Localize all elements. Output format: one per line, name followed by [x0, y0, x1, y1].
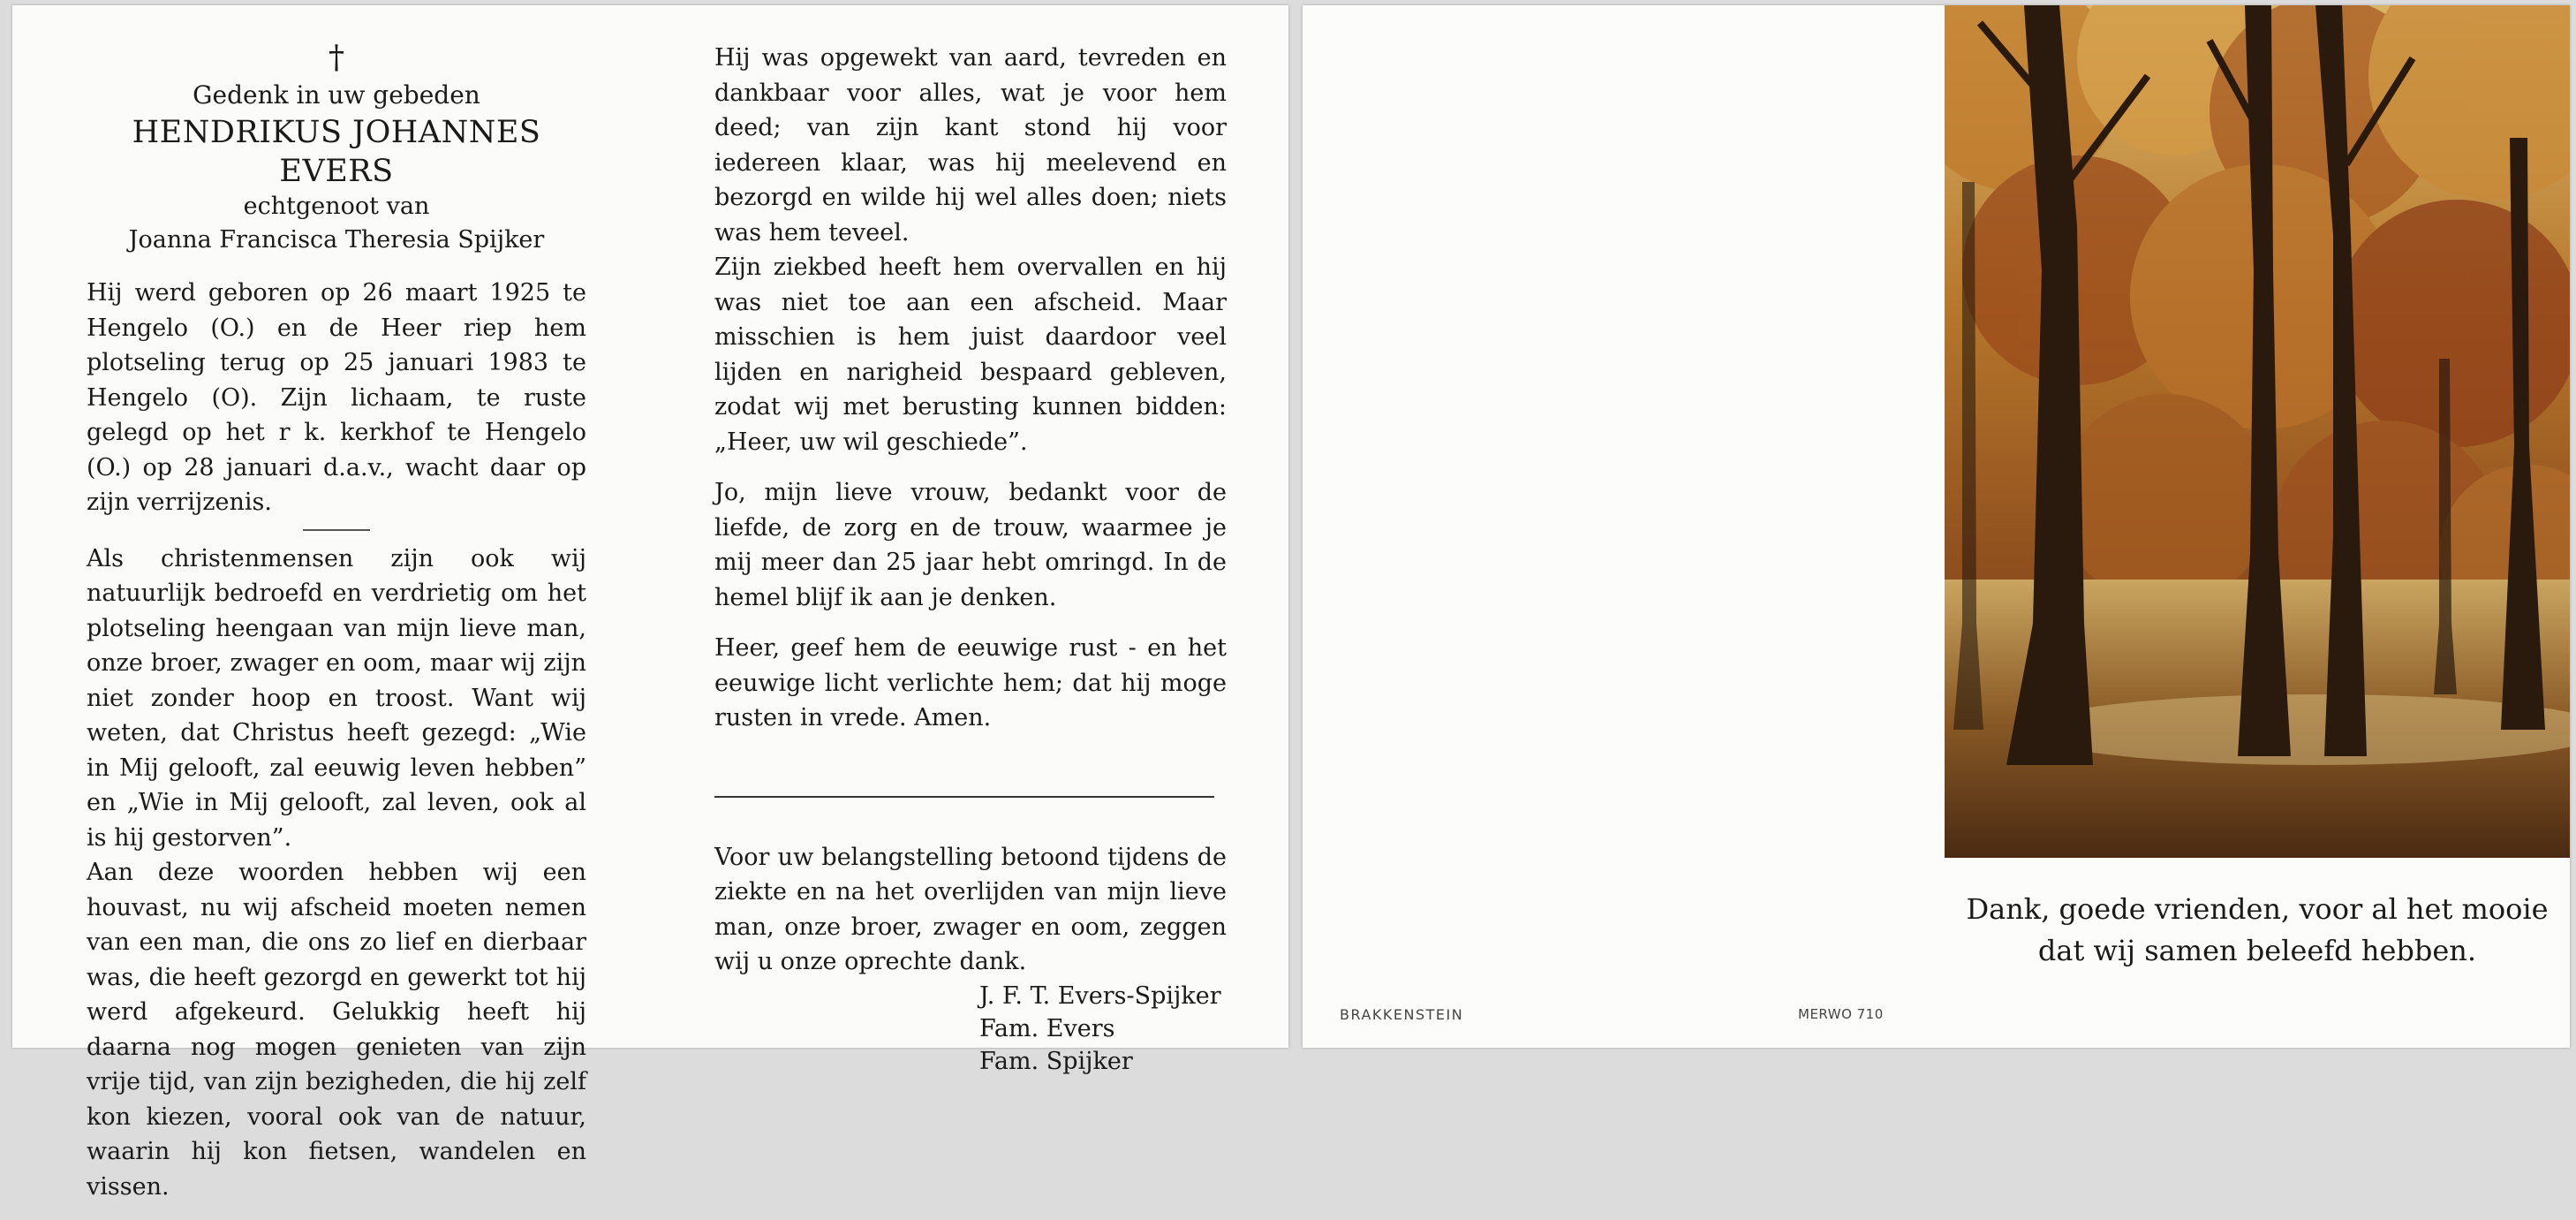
deceased-name: HENDRIKUS JOHANNES EVERS [132, 115, 541, 189]
signature-line: Fam. Evers [979, 1014, 1115, 1042]
cross-icon: † [329, 40, 344, 76]
divider-long [714, 796, 1214, 798]
photo-caption [1945, 889, 2570, 972]
divider-short [303, 529, 370, 531]
caption-line: Dank, goede vrienden, voor al het mooie [1966, 892, 2549, 926]
header-remember: Gedenk in uw gebeden [193, 80, 480, 110]
caption-line: dat wij samen beleefd hebben. [2037, 934, 2477, 967]
text-column-left [87, 41, 586, 1220]
header-spouse-of: echtgenoot van [243, 193, 430, 220]
paragraph-thanks: Voor uw belangstelling betoond tijdens de ziekte en na het overlijden van mijn lieve man, onze broer, zwager en oom, zeggen wij u onze oprechte dank. [714, 843, 1227, 975]
signatures [979, 980, 1227, 1078]
spouse-name: Joanna Francisca Theresia Spijker [128, 226, 545, 254]
paragraph-prayer: Heer, geef hem de eeuwige rust - en het eeuwige licht verlichte hem; dat hij moge rusten in vrede. Amen. [714, 634, 1227, 731]
paragraph-christian-hope: Als christenmensen zijn ook wij natuurlijk bedroefd en verdrietig om het plotseling heengaan van mijn lieve man, onze broer, zwager en oom, maar wij zijn niet zonder hoop en troost. Want wij weten, dat Christus heeft gezegd: „Wie in Mij gelooft, zal eeuwig leven hebben” en „Wie in Mij gelooft, zal leven, ook al is hij gestorven”. [87, 544, 586, 852]
memorial-card-text-side [12, 5, 1288, 1201]
paragraph-illness: Zijn ziekbed heeft hem overvallen en hij was niet toe aan een afscheid. Maar misschien is hem juist daardoor veel lijden en narigheid bespaard gebleven, zodat wij met berusting kunnen bidden: „Heer, uw wil geschiede”. [714, 254, 1227, 456]
paragraph-wife: Jo, mijn lieve vrouw, bedankt voor de liefde, de zorg en de trouw, waarmee je mij meer dan 25 jaar hebt omringd. In de hemel blijf ik aan je denken. [714, 479, 1227, 611]
product-code: MERWO 710 [1798, 1006, 1884, 1022]
memorial-card-photo-side [1303, 5, 2570, 1048]
paragraph-character: Hij was opgewekt van aard, tevreden en dankbaar voor alles, wat je voor hem deed; van zijn kant stond hij voor iedereen klaar, was hij meelevend en bezorgd en wilde hij wel alles doen; niets was hem teveel. [714, 44, 1227, 246]
paragraph-life: Aan deze woorden hebben wij een houvast, nu wij afscheid moeten nemen van een man, die ons zo lief en dierbaar was, die heeft gezorgd en gewerkt tot hij werd afgekeurd. Gelukkig heeft hij daarna nog mogen genieten van zijn vrije tijd, van zijn bezigheden, die hij zelf kon kiezen, vooral ook van de natuur, waarin hij kon fietsen, wandelen en vissen. [87, 859, 586, 1201]
signature-line: Fam. Spijker [979, 1047, 1133, 1075]
autumn-forest-photo [1945, 5, 2570, 858]
text-column-right [714, 41, 1227, 1078]
paragraph-birth-death: Hij werd geboren op 26 maart 1925 te Hengelo (O.) en de Heer riep hem plotseling terug op 25 januari 1983 te Hengelo (O). Zijn lichaam, te ruste gelegd op het r k. kerkhof te Hengelo (O.) op 28 januari d.a.v., wacht daar op zijn verrijzenis. [87, 279, 586, 516]
signature-line: J. F. T. Evers-Spijker [979, 981, 1221, 1010]
publisher-label: BRAKKENSTEIN [1340, 1006, 1464, 1023]
